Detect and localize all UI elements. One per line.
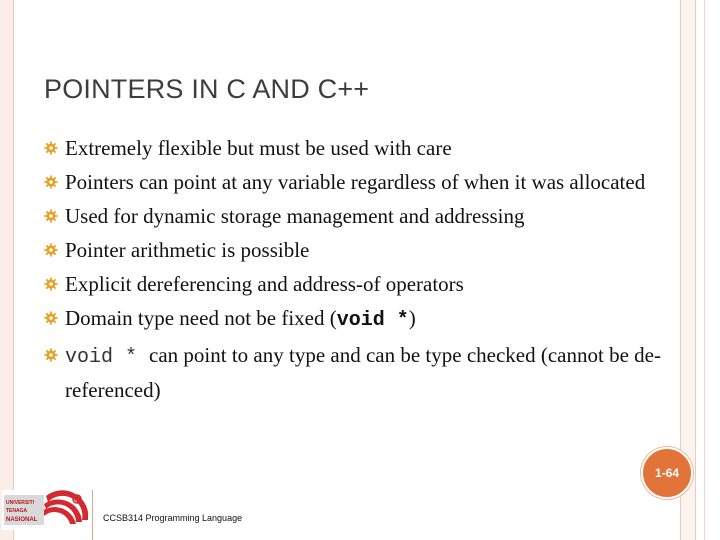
bullet-text: void * [336,309,409,332]
bullet-list [44,132,664,408]
gear-bullet-icon [44,132,59,164]
footer-divider [92,490,93,540]
gear-bullet-icon [44,200,59,232]
left-frame-bar [0,0,14,540]
gear-bullet-icon [44,268,59,300]
bullet-text: Used for dynamic storage management and addressing [65,204,525,228]
bullet-item [44,339,664,406]
page-number-badge: 1-64 [641,447,693,499]
gear-bullet-icon [44,302,59,334]
svg-text:UNIVERSITI: UNIVERSITI [6,500,35,506]
bullet-text: can point to any type and can be type checked (cannot be de-referenced) [65,343,661,402]
bullet-text: Pointers can point at any variable regardless of when it was allocated [65,170,646,194]
bullet-text: Explicit dereferencing and address-of operators [65,272,464,296]
bullet-text: ) [408,306,416,330]
gear-bullet-icon [44,166,59,198]
bullet-item [44,132,664,164]
gear-bullet-icon [44,339,59,371]
bullet-item [44,234,664,266]
slide-title: POINTERS IN C AND C++ [44,74,370,104]
gear-bullet-icon [44,234,59,266]
svg-text:TENAGA: TENAGA [6,508,28,514]
university-logo [2,490,88,530]
bullet-text: Domain type need not be fixed ( [65,306,337,330]
bullet-item [44,268,664,300]
bullet-item [44,200,664,232]
bullet-text: Pointer arithmetic is possible [65,238,310,262]
bullet-text: Extremely flexible but must be used with care [65,136,452,160]
bullet-text: void * [65,346,150,369]
bullet-item [44,166,664,198]
footer-course-label: CCSB314 Programming Language [103,513,243,523]
svg-text:NASIONAL: NASIONAL [6,517,38,523]
bullet-item [44,302,664,337]
right-frame-line [704,0,711,540]
